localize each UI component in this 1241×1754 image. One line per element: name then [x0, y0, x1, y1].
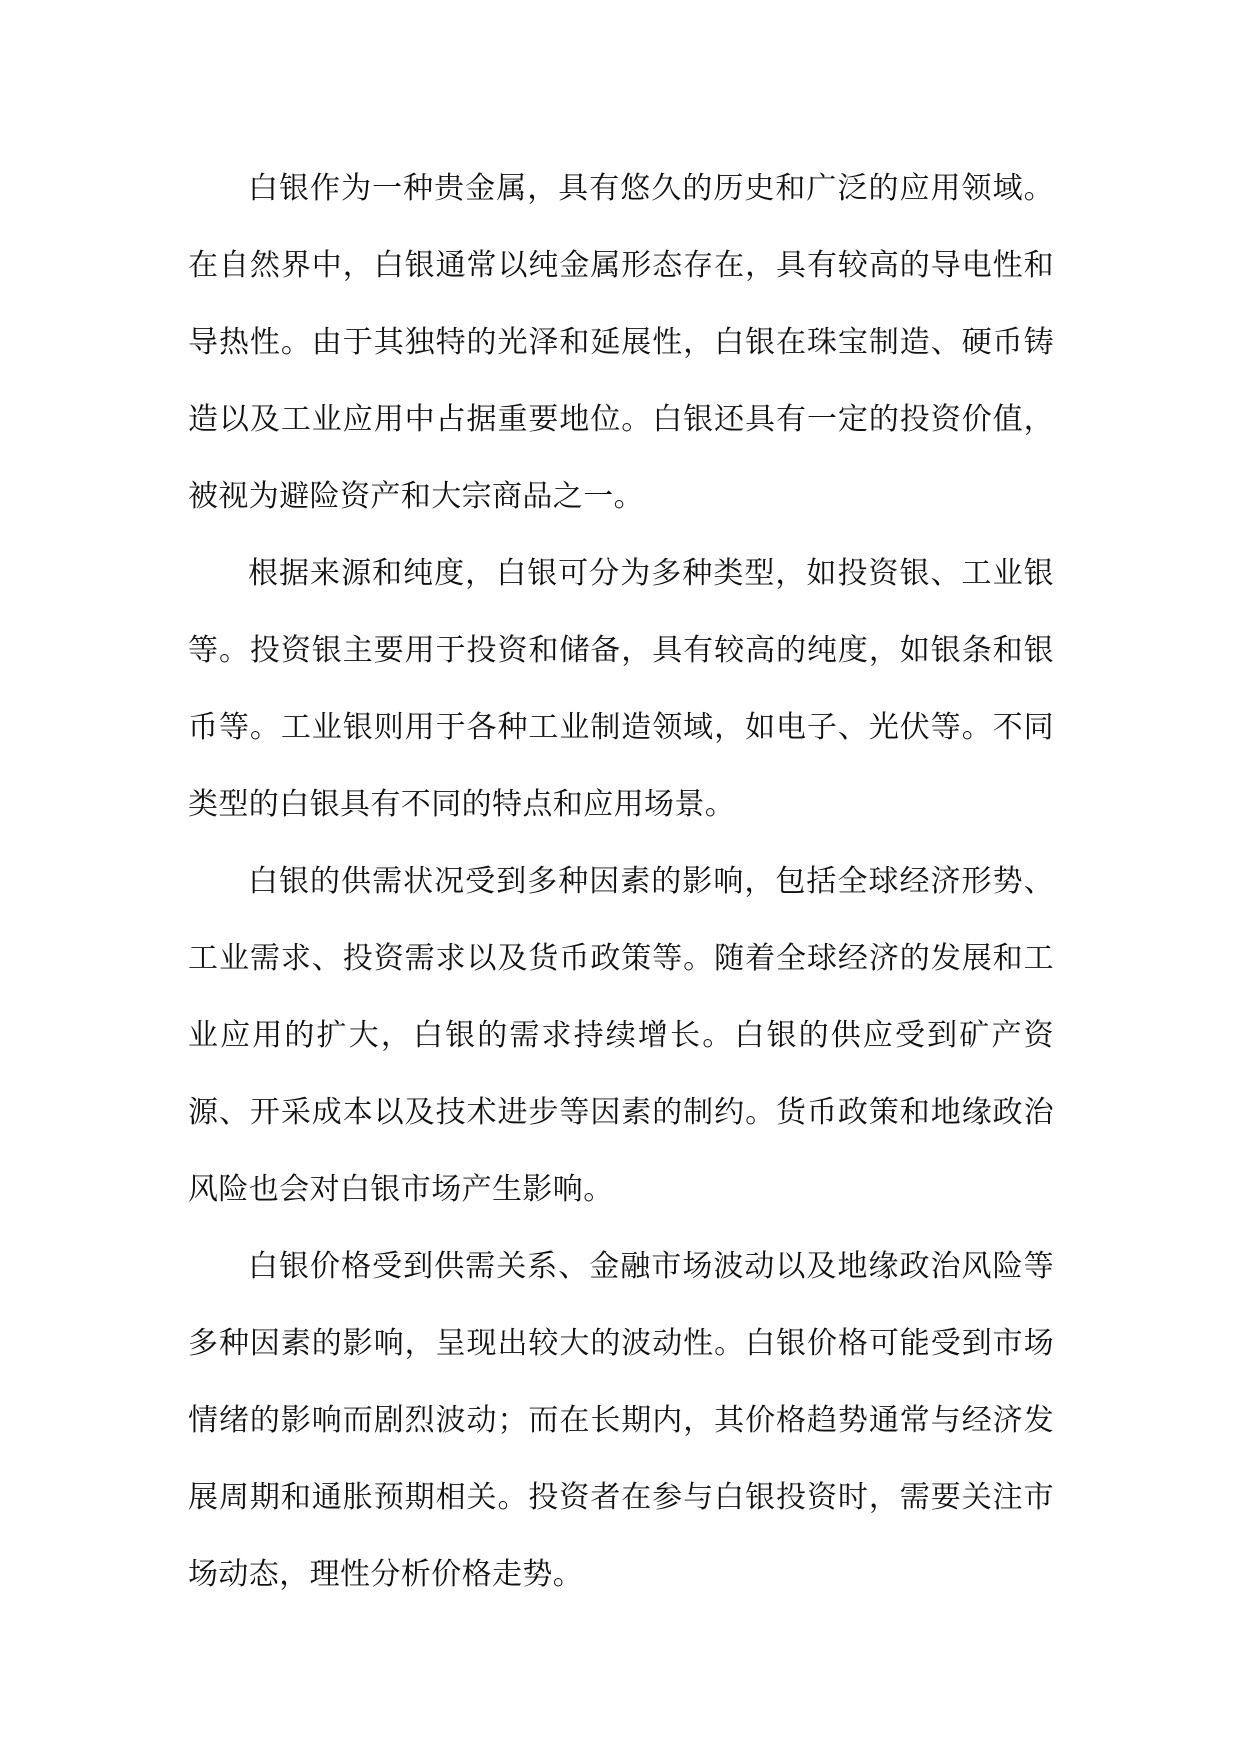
- paragraph-silver-types: 根据来源和纯度，白银可分为多种类型，如投资银、工业银等。投资银主要用于投资和储备，具有较高的纯度，如银条和银币等。工业银则用于各种工业制造领域，如电子、光伏等。不同类型的白银具有不同的特点和应用场景。: [188, 556, 1054, 822]
- paragraph-silver-overview: 白银作为一种贵金属，具有悠久的历史和广泛的应用领域。在自然界中，白银通常以纯金属形态存在，具有较高的导电性和导热性。由于其独特的光泽和延展性，白银在珠宝制造、硬币铸造以及工业应用中占据重要地位。白银还具有一定的投资价值，被视为避险资产和大宗商品之一。: [188, 171, 1054, 514]
- paragraph-price-factors: 白银价格受到供需关系、金融市场波动以及地缘政治风险等多种因素的影响，呈现出较大的波动性。白银价格可能受到市场情绪的影响而剧烈波动；而在长期内，其价格趋势通常与经济发展周期和通胀预期相关。投资者在参与白银投资时，需要关注市场动态，理性分析价格走势。: [188, 1249, 1054, 1592]
- paragraph-supply-demand: 白银的供需状况受到多种因素的影响，包括全球经济形势、工业需求、投资需求以及货币政策等。随着全球经济的发展和工业应用的扩大，白银的需求持续增长。白银的供应受到矿产资源、开采成本以及技术进步等因素的制约。货币政策和地缘政治风险也会对白银市场产生影响。: [188, 864, 1054, 1207]
- document-body: [188, 150, 1054, 1613]
